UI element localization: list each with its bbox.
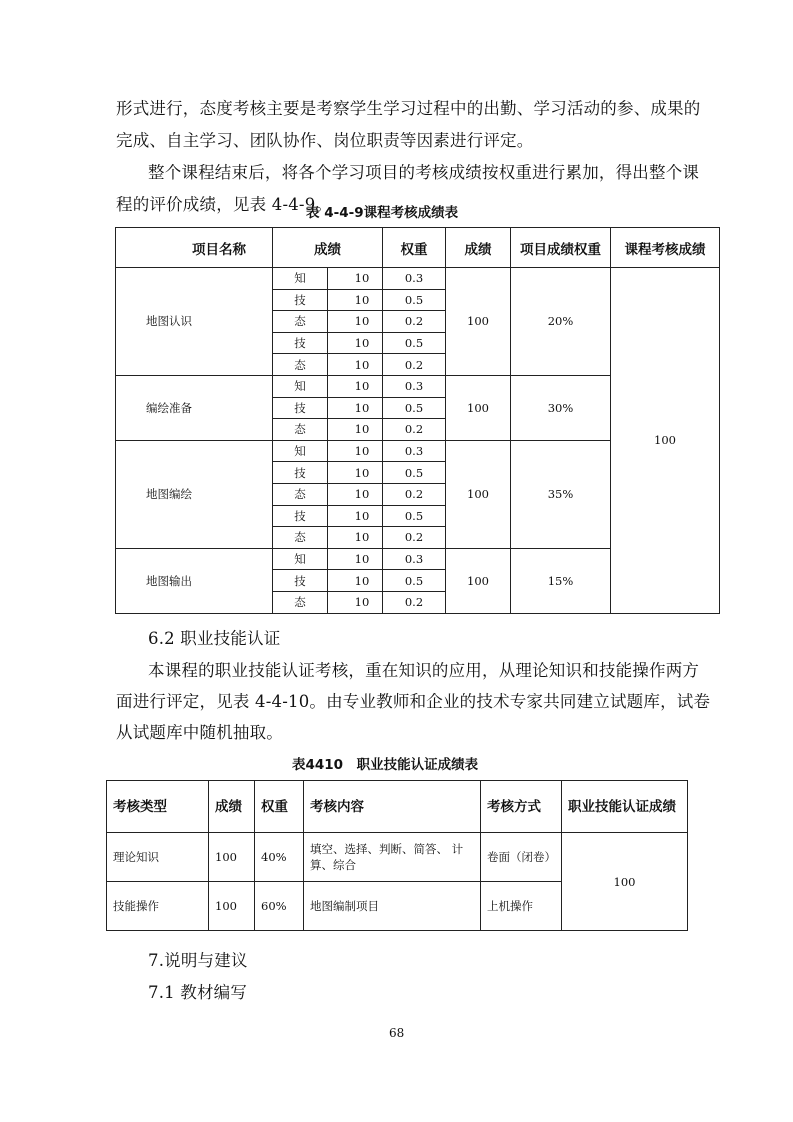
cell-weight: 0.5 [383, 397, 446, 419]
paragraph-line: 本课程的职业技能认证考核，重在知识的应用，从理论知识和技能操作两方 [148, 661, 700, 680]
cell-category: 态 [273, 483, 328, 505]
course-assessment-table [115, 227, 720, 614]
cell-weight: 0.5 [383, 505, 446, 527]
cell-final-score: 100 [562, 833, 688, 931]
cell-weight: 0.3 [383, 440, 446, 462]
header-project-weight: 项目成绩权重 [511, 228, 611, 268]
header-project-name: 项目名称 [116, 228, 273, 268]
cell-category: 知 [273, 375, 328, 397]
cell-weight: 40% [255, 833, 304, 882]
cell-score: 100 [209, 833, 255, 882]
header-score: 成绩 [273, 228, 383, 268]
cell-project-weight: 30% [511, 375, 611, 440]
cell-project-score: 100 [446, 375, 511, 440]
cell-score: 10 [328, 289, 383, 311]
cell-content: 填空、选择、判断、简答、 计算、综合 [304, 833, 481, 882]
paragraph-line: 程的评价成绩，见表 4-4-9。 [116, 195, 333, 214]
paragraph-line: 形式进行，态度考核主要是考察学生学习过程中的出勤、学习活动的参、成果的 [116, 99, 701, 118]
cell-type: 技能操作 [107, 882, 209, 931]
cell-category: 态 [273, 311, 328, 333]
table1-caption: 表 4-4-9课程考核成绩表 [306, 205, 459, 221]
cell-category: 态 [273, 591, 328, 613]
skill-certification-table [106, 780, 688, 931]
table2-caption: 表4410 职业技能认证成绩表 [292, 757, 479, 773]
paragraph-line: 从试题库中随机抽取。 [116, 723, 283, 742]
cell-score: 10 [328, 505, 383, 527]
cell-category: 技 [273, 570, 328, 592]
cell-project-weight: 20% [511, 268, 611, 376]
cell-score: 10 [328, 483, 383, 505]
header-score: 成绩 [209, 781, 255, 833]
header-content: 考核内容 [304, 781, 481, 833]
cell-category: 知 [273, 440, 328, 462]
cell-score: 10 [328, 591, 383, 613]
cell-score: 100 [209, 882, 255, 931]
paragraph-line: 整个课程结束后，将各个学习项目的考核成绩按权重进行累加，得出整个课 [148, 163, 700, 182]
cell-project-name: 地图编绘 [116, 440, 273, 548]
section-subheading: 7.1 教材编写 [148, 983, 248, 1002]
cell-score: 10 [328, 311, 383, 333]
cell-category: 态 [273, 419, 328, 441]
cell-project-name: 编绘准备 [116, 375, 273, 440]
cell-category: 技 [273, 505, 328, 527]
cell-score: 10 [328, 440, 383, 462]
cell-project-score: 100 [446, 548, 511, 613]
cell-weight: 60% [255, 882, 304, 931]
cell-score: 10 [328, 397, 383, 419]
header-assessment-type: 考核类型 [107, 781, 209, 833]
paragraph-line: 完成、自主学习、团队协作、岗位职责等因素进行评定。 [116, 131, 534, 150]
table-header-row [107, 781, 688, 833]
cell-project-score: 100 [446, 268, 511, 376]
cell-weight: 0.2 [383, 311, 446, 333]
cell-weight: 0.5 [383, 289, 446, 311]
header-weight: 权重 [255, 781, 304, 833]
cell-weight: 0.2 [383, 591, 446, 613]
cell-weight: 0.2 [383, 354, 446, 376]
cell-score: 10 [328, 375, 383, 397]
cell-weight: 0.2 [383, 483, 446, 505]
cell-weight: 0.3 [383, 375, 446, 397]
cell-category: 态 [273, 354, 328, 376]
cell-category: 技 [273, 332, 328, 354]
cell-score: 10 [328, 354, 383, 376]
cell-weight: 0.3 [383, 268, 446, 290]
cell-score: 10 [328, 462, 383, 484]
cell-category: 知 [273, 268, 328, 290]
table-row [116, 268, 720, 290]
cell-project-score: 100 [446, 440, 511, 548]
cell-method: 上机操作 [481, 882, 562, 931]
cell-category: 技 [273, 289, 328, 311]
cell-project-name: 地图认识 [116, 268, 273, 376]
cell-category: 知 [273, 548, 328, 570]
header-method: 考核方式 [481, 781, 562, 833]
cell-category: 技 [273, 462, 328, 484]
cell-method: 卷面（闭卷） [481, 833, 562, 882]
cell-project-name: 地图输出 [116, 548, 273, 613]
table-row [107, 833, 688, 882]
paragraph-line: 面进行评定，见表 4-4-10。由专业教师和企业的技术专家共同建立试题库，试卷 [116, 692, 711, 711]
page-number: 68 [389, 1026, 405, 1040]
cell-score: 10 [328, 419, 383, 441]
table-header-row [116, 228, 720, 268]
section-heading: 6.2 职业技能认证 [148, 629, 281, 648]
cell-weight: 0.3 [383, 548, 446, 570]
cell-project-weight: 15% [511, 548, 611, 613]
cell-score: 10 [328, 527, 383, 549]
cell-content: 地图编制项目 [304, 882, 481, 931]
cell-score: 10 [328, 570, 383, 592]
cell-project-weight: 35% [511, 440, 611, 548]
cell-score: 10 [328, 332, 383, 354]
cell-type: 理论知识 [107, 833, 209, 882]
header-weight: 权重 [383, 228, 446, 268]
header-course-score: 课程考核成绩 [611, 228, 720, 268]
cell-weight: 0.5 [383, 570, 446, 592]
cell-score: 10 [328, 548, 383, 570]
cell-course-score: 100 [611, 268, 720, 614]
cell-weight: 0.2 [383, 527, 446, 549]
cell-weight: 0.2 [383, 419, 446, 441]
header-score-total: 成绩 [446, 228, 511, 268]
header-certification-score: 职业技能认证成绩 [562, 781, 688, 833]
cell-score: 10 [328, 268, 383, 290]
section-heading: 7.说明与建议 [148, 951, 248, 970]
cell-category: 态 [273, 527, 328, 549]
cell-category: 技 [273, 397, 328, 419]
cell-weight: 0.5 [383, 332, 446, 354]
cell-weight: 0.5 [383, 462, 446, 484]
